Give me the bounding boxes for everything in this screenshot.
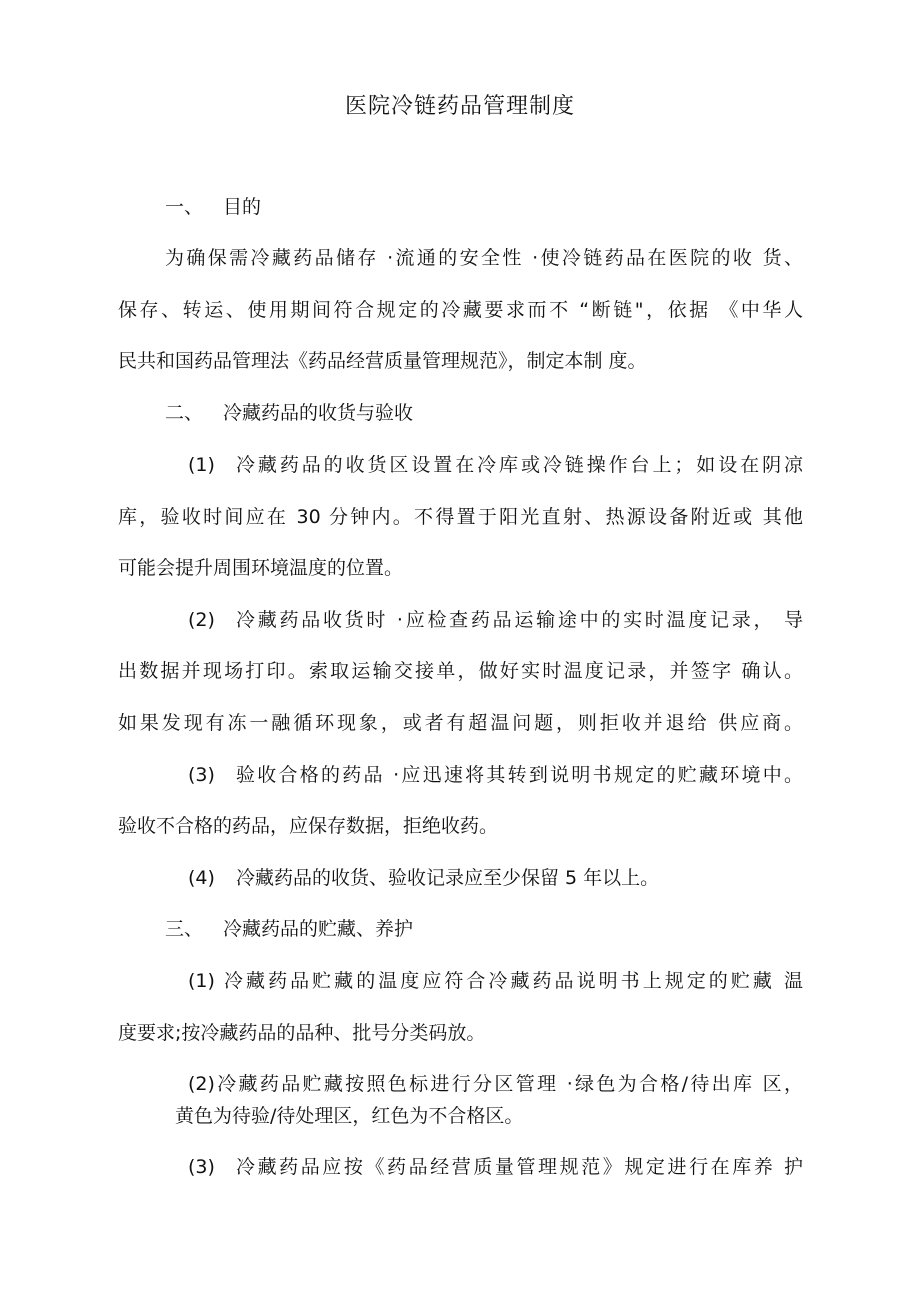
paragraph-line: 冷藏药品收货时 ·应检查药品运输途中的实时温度记录， 导 — [236, 609, 803, 631]
section-number: 一、 — [165, 196, 204, 218]
paragraph-line: 为确保需冷藏药品储存 ·流通的安全性 ·使冷链药品在医院的收 货、 — [165, 247, 803, 269]
paragraph-line: 保存、转运、使用期间符合规定的冷藏要求而不 “断链"，依据 《中华人 — [118, 299, 803, 321]
section-number: 三、 — [165, 918, 204, 940]
paragraph-line: 如果发现有冻一融循环现象，或者有超温问题，则拒收并退给 供应商。 — [118, 712, 803, 734]
document-title: 医院冷链药品管理制度 — [344, 94, 575, 119]
item-number: (2) — [188, 609, 215, 631]
paragraph-line: 验收不合格的药品，应保存数据，拒绝收药。 — [118, 815, 499, 837]
section-title: 冷藏药品的收货与验收 — [223, 402, 414, 424]
paragraph-line: 库，验收时间应在 30 分钟内。不得置于阳光直射、热源设备附近或 其他 — [118, 506, 803, 528]
paragraph-line: 冷藏药品的收货、验收记录应至少保留 5 年以上。 — [236, 867, 660, 889]
paragraph-line: 可能会提升周围环境温度的位置。 — [118, 557, 404, 579]
section-title: 目的 — [223, 196, 262, 218]
section-heading-3 — [165, 914, 413, 944]
section-number: 二、 — [165, 402, 204, 424]
item-number: (1) — [188, 454, 215, 476]
paragraph-line: 黄色为待验/待处理区，红色为不合格区。 — [175, 1105, 524, 1127]
paragraph-line: 民共和国药品管理法《药品经营质量管理规范》，制定本制 度。 — [118, 350, 647, 372]
paragraph-line: 度要求;按冷藏药品的品种、批号分类码放。 — [118, 1022, 486, 1044]
paragraph-line: 出数据并现场打印。索取运输交接单，做好实时温度记录，并签字 确认。 — [118, 660, 803, 682]
paragraph-line: 冷藏药品的收货区设置在冷库或冷链操作台上；如设在阴凉 — [236, 454, 803, 476]
section-heading-2 — [165, 398, 413, 428]
section-title: 冷藏药品的贮藏、养护 — [223, 918, 414, 940]
section-heading-1 — [165, 192, 261, 222]
item-number: (3) — [188, 764, 215, 786]
paragraph-line: 验收合格的药品 ·应迅速将其转到说明书规定的贮藏环境中。 — [236, 764, 803, 786]
item-number: (3) — [188, 1156, 215, 1178]
paragraph-line: (2)冷藏药品贮藏按照色标进行分区管理 ·绿色为合格/待出库 区， — [188, 1073, 803, 1095]
paragraph-line: 冷藏药品应按《药品经营质量管理规范》规定进行在库养 护 — [236, 1156, 803, 1178]
item-number: (4) — [188, 867, 215, 889]
paragraph-line: (1) 冷藏药品贮藏的温度应符合冷藏药品说明书上规定的贮藏 温 — [188, 970, 803, 992]
